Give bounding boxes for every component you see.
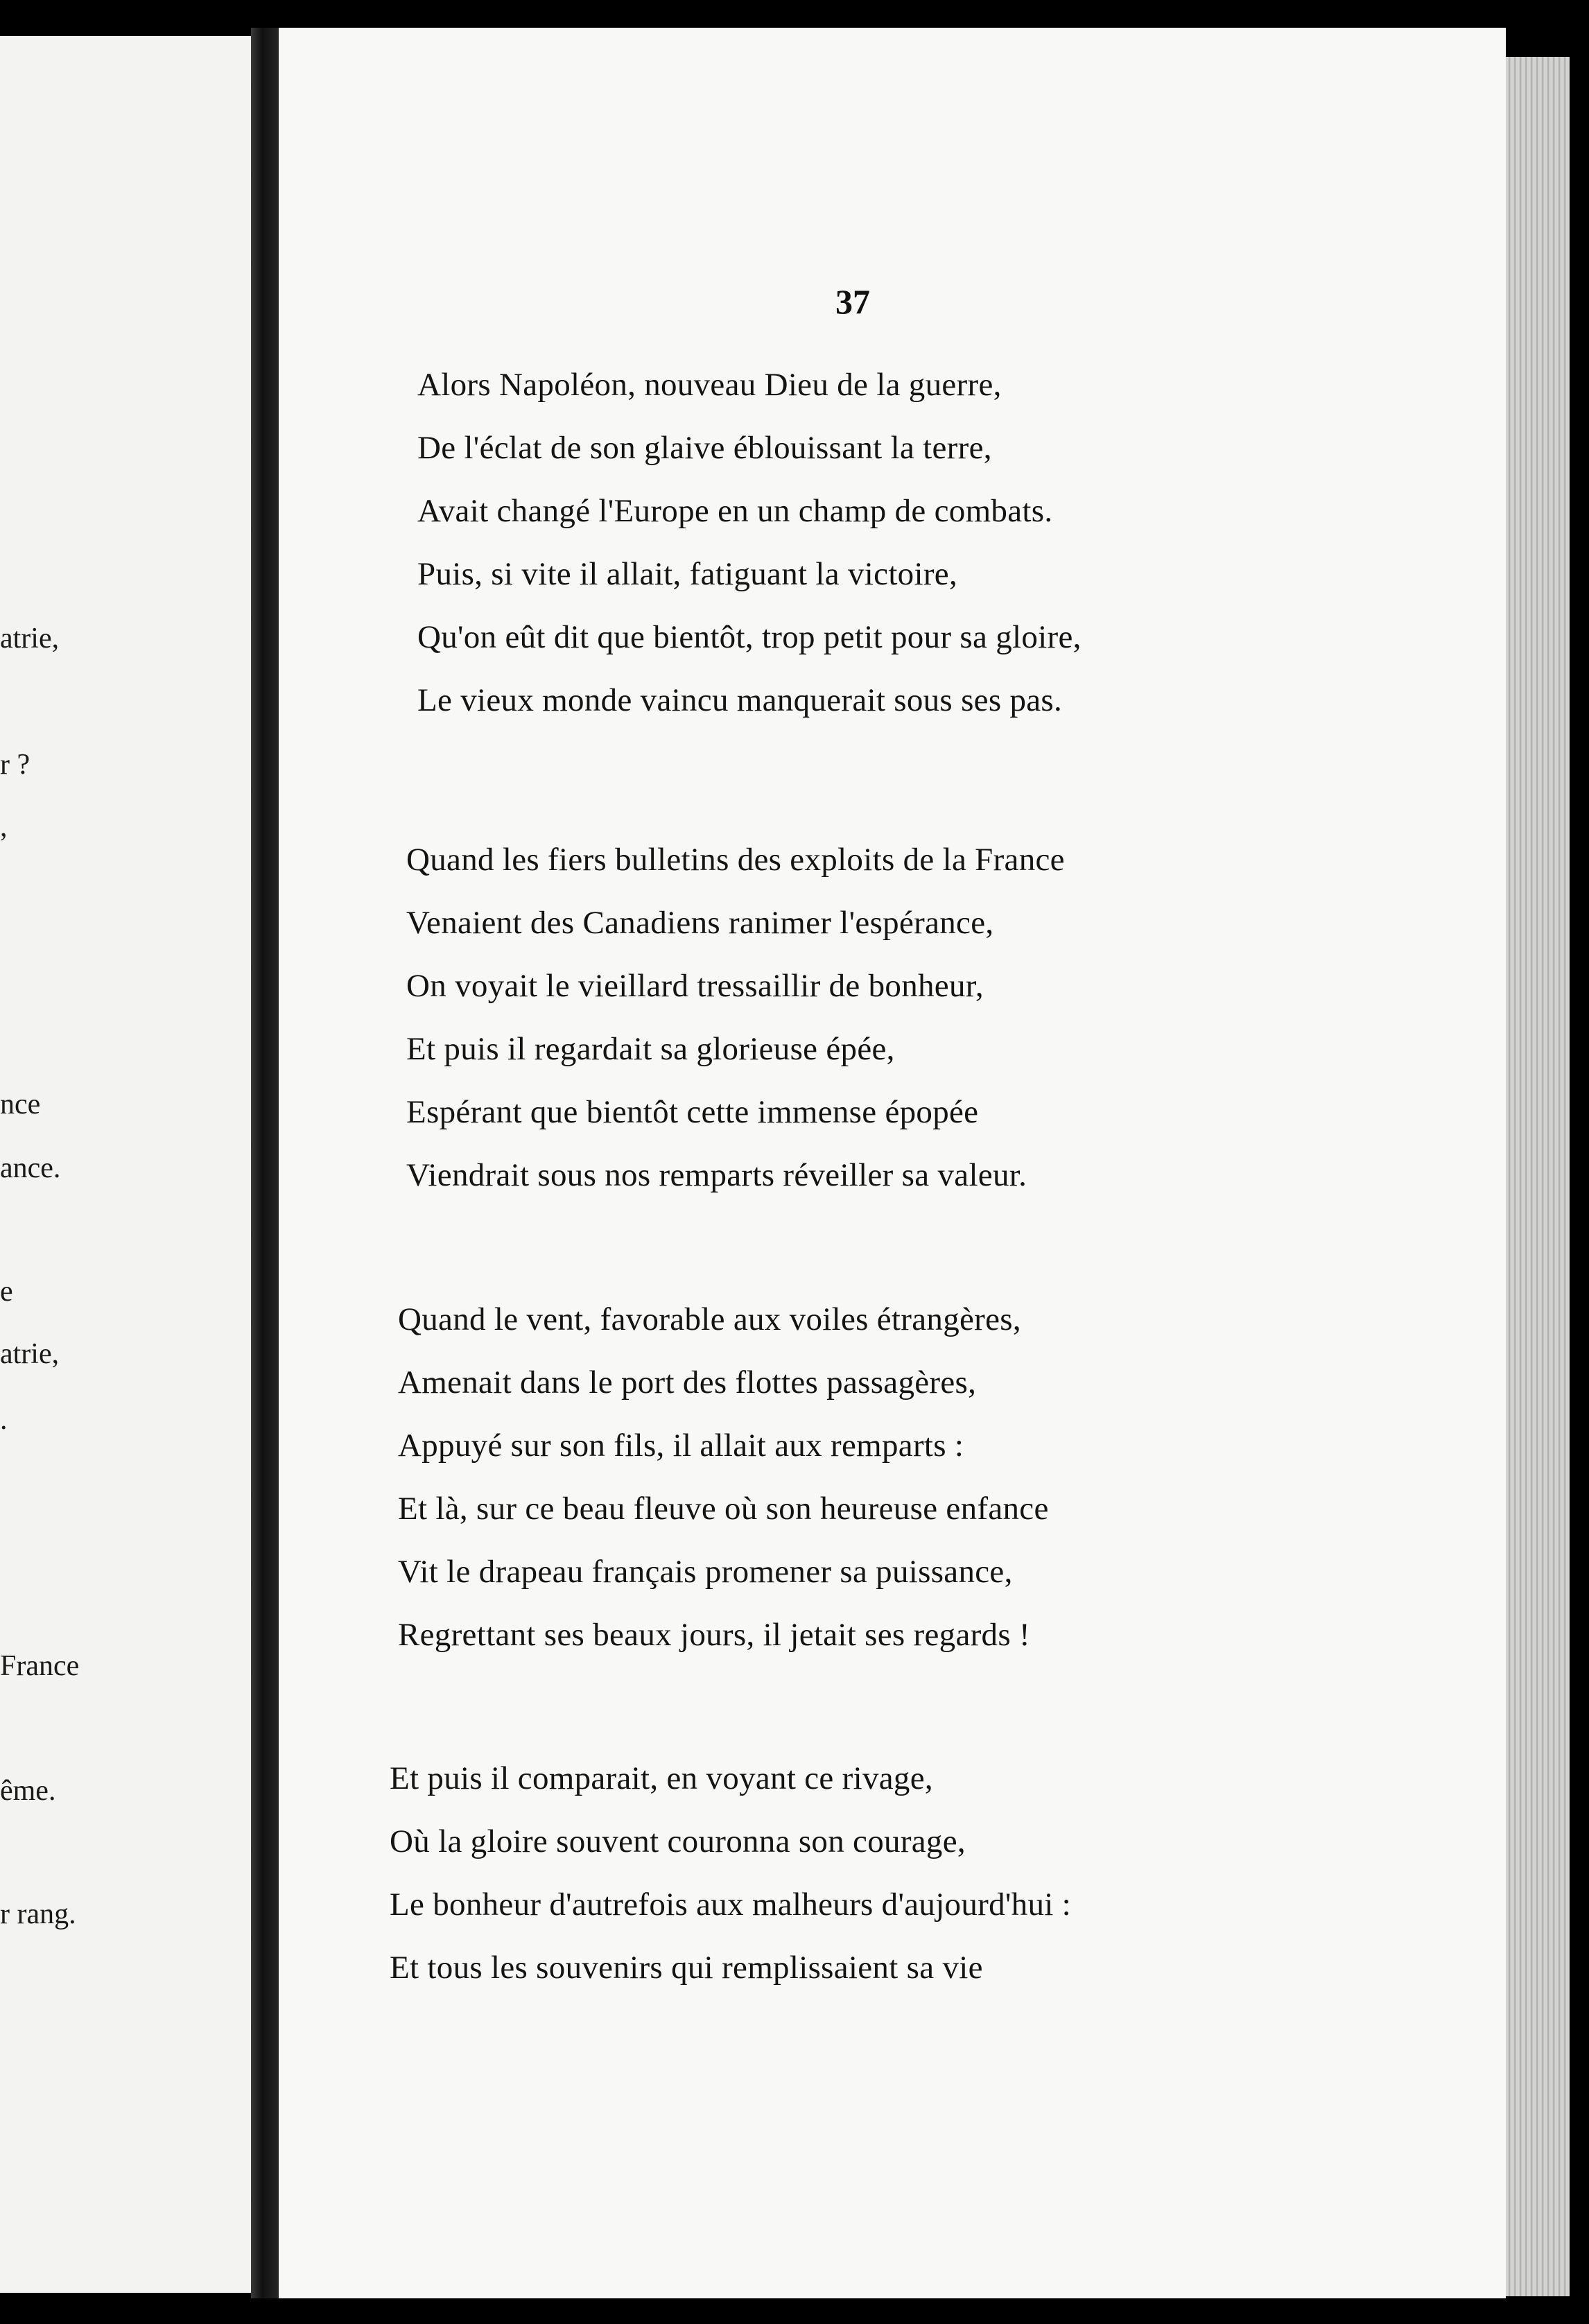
verse-line: Quand le vent, favorable aux voiles étrangères, xyxy=(398,1301,1021,1337)
verse-line: Le bonheur d'autrefois aux malheurs d'aujourd'hui : xyxy=(390,1887,1072,1923)
left-page-fragment: atrie, xyxy=(0,1338,60,1370)
stanza-3 xyxy=(398,1288,1049,1667)
left-page-fragment: nce xyxy=(0,1089,41,1120)
verse-line: Où la gloire souvent couronna son courage, xyxy=(390,1823,966,1859)
verse-line: Alors Napoléon, nouveau Dieu de la guerre, xyxy=(417,367,1002,403)
left-page-fragment: , xyxy=(0,811,8,843)
verse-line: Amenait dans le port des flottes passagères, xyxy=(398,1364,977,1401)
verse-line: Appuyé sur son fils, il allait aux remparts : xyxy=(398,1428,964,1464)
right-page xyxy=(279,28,1506,2298)
verse-line: Quand les fiers bulletins des exploits de la France xyxy=(406,842,1065,878)
verse-line: Et tous les souvenirs qui remplissaient sa vie xyxy=(390,1950,983,1986)
stacked-page-edges xyxy=(1506,57,1570,2296)
page-number: 37 xyxy=(835,282,870,321)
stanza-2 xyxy=(406,829,1065,1207)
verse-line: Et là, sur ce beau fleuve où son heureuse enfance xyxy=(398,1491,1049,1527)
verse-line: Regrettant ses beaux jours, il jetait ses regards ! xyxy=(398,1617,1030,1653)
verse-line: Et puis il regardait sa glorieuse épée, xyxy=(406,1031,895,1067)
stanza-1 xyxy=(417,354,1082,732)
left-page-fragment: e xyxy=(0,1276,13,1308)
book-gutter xyxy=(251,28,279,2298)
left-page-fragment: . xyxy=(0,1404,8,1436)
verse-line: Qu'on eût dit que bientôt, trop petit pour sa gloire, xyxy=(417,619,1082,655)
left-page-fragment: r rang. xyxy=(0,1898,76,1930)
verse-line: Et puis il comparait, en voyant ce rivage, xyxy=(390,1760,933,1796)
left-page-fragment: ême. xyxy=(0,1775,56,1807)
left-page-fragment: France xyxy=(0,1650,80,1682)
left-facing-page xyxy=(0,36,251,2293)
verse-line: Venaient des Canadiens ranimer l'espérance, xyxy=(406,905,994,941)
verse-line: Puis, si vite il allait, fatiguant la victoire, xyxy=(417,556,957,592)
verse-line: Viendrait sous nos remparts réveiller sa valeur. xyxy=(406,1157,1027,1193)
left-page-fragment: atrie, xyxy=(0,623,60,654)
stanza-4 xyxy=(390,1747,1071,2000)
left-page-fragment: ance. xyxy=(0,1152,61,1184)
verse-line: Vit le drapeau français promener sa puissance, xyxy=(398,1554,1013,1590)
verse-line: Espérant que bientôt cette immense épopée xyxy=(406,1094,979,1130)
verse-line: De l'éclat de son glaive éblouissant la terre, xyxy=(417,430,992,466)
left-page-fragment: r ? xyxy=(0,749,31,781)
verse-line: Le vieux monde vaincu manquerait sous ses pas. xyxy=(417,682,1063,718)
verse-line: Avait changé l'Europe en un champ de combats. xyxy=(417,493,1053,529)
verse-line: On voyait le vieillard tressaillir de bonheur, xyxy=(406,968,984,1004)
